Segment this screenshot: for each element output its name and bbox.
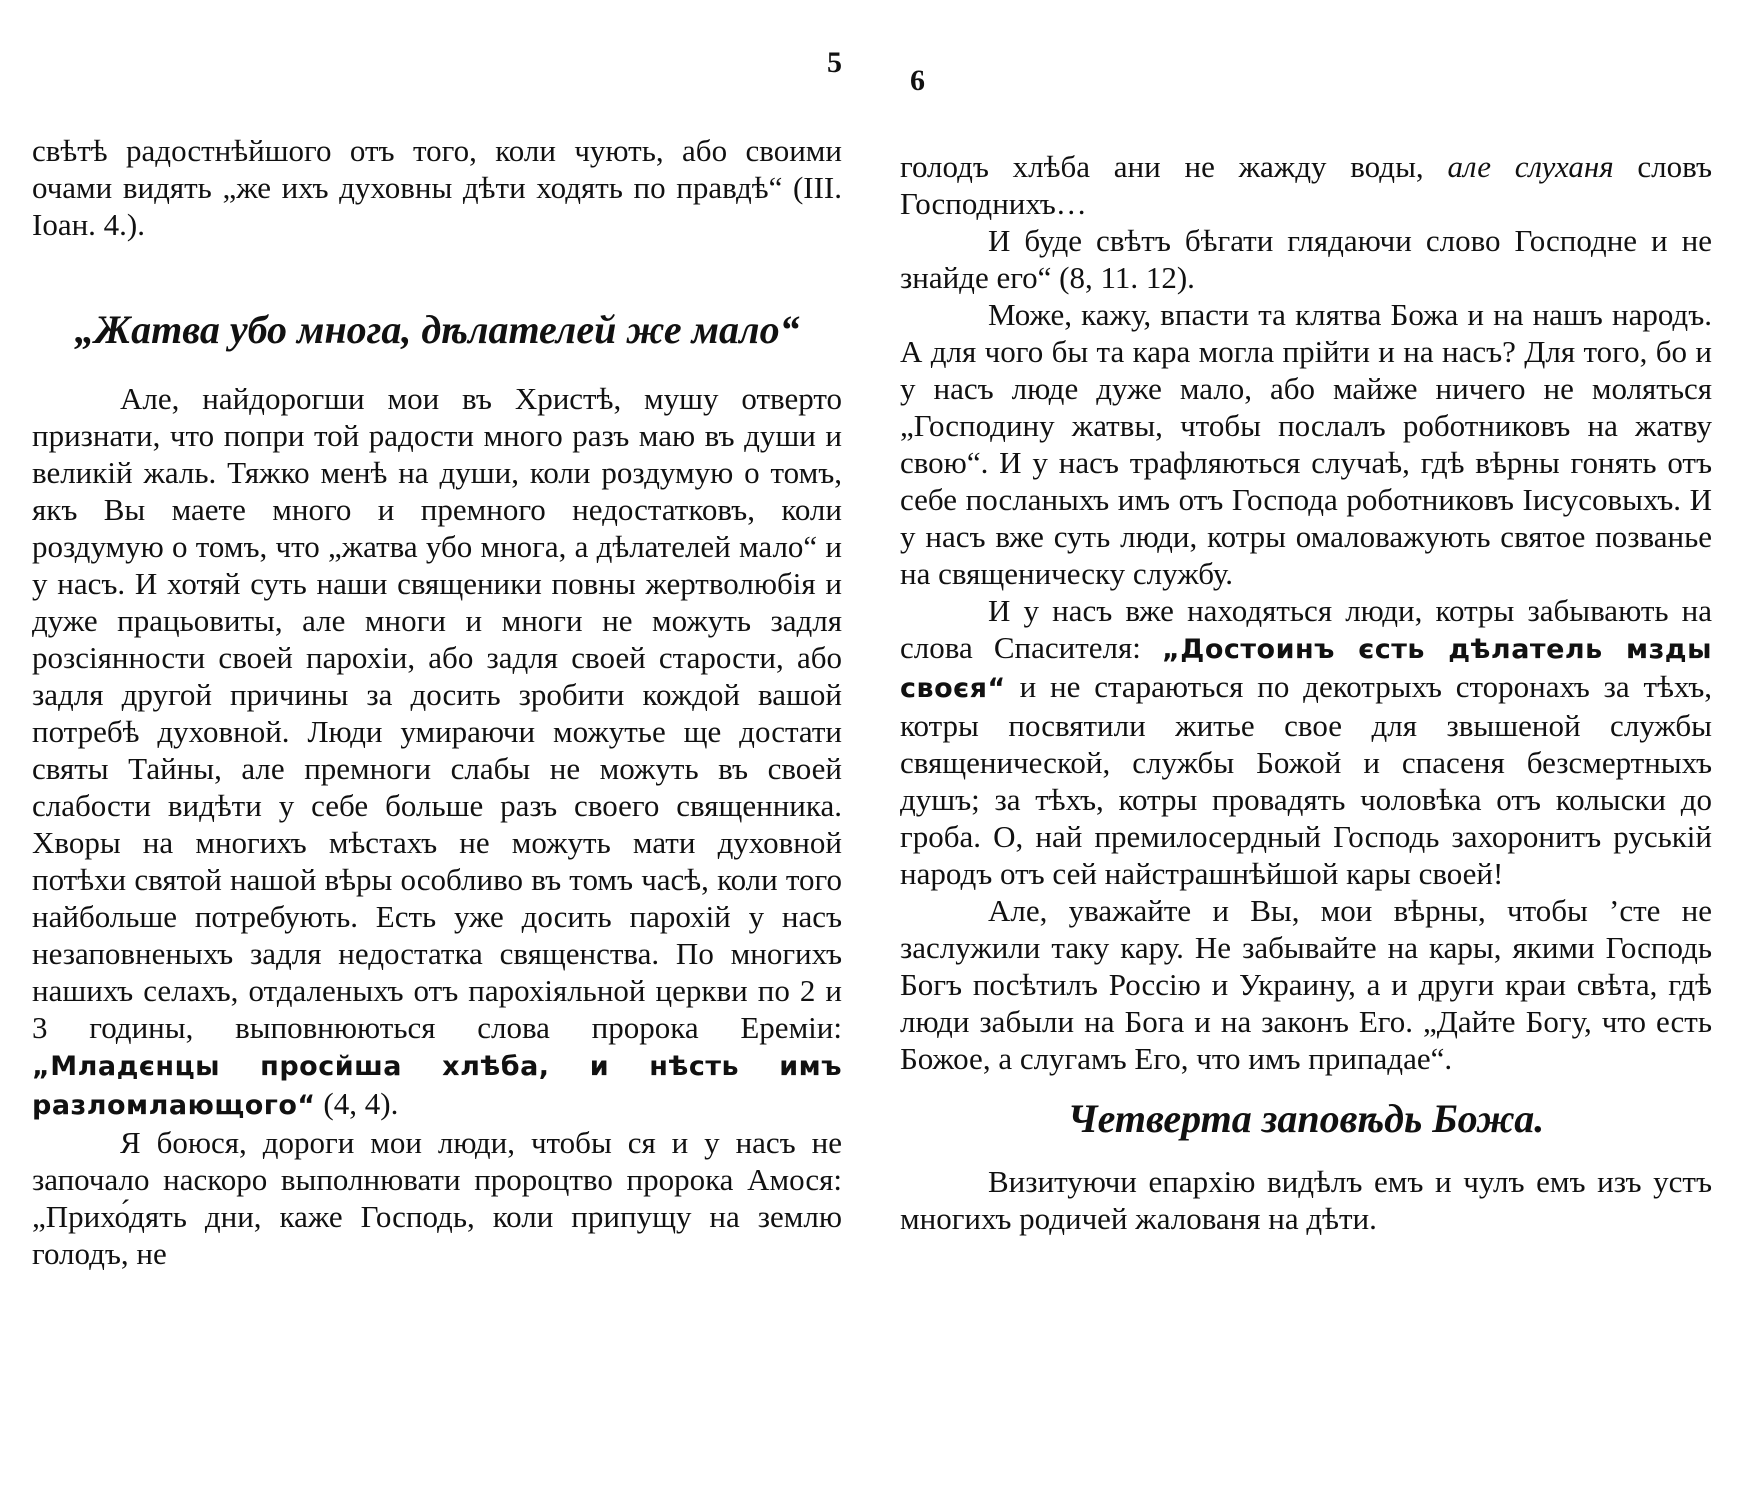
left-paragraph-2: Я боюся, дороги мои люди, чтобы ся и у насъ не започало наскоро выполнювати пророцтво пророка Амося: „Прихо́дять дни, каже Господь, коли припущу на землю голодъ, не (32, 1125, 842, 1271)
right-paragraph-4-rest: и не стараються по декотрыхъ сторонахъ за тѣхъ, котры посвятили житье свое для звышеной службы священической, службы Божой и спасеня безсмертныхъ душъ; за тѣхъ, котры провадять чоловѣка отъ колыски до гроба. О, най премилосердный Господь захоронитъ руській народъ отъ сей найстрашнѣйшой кары своей! (900, 669, 1713, 891)
right-paragraph-5: Але, уважайте и Вы, мои вѣрны, чтобы ’сте не заслужили таку кару. Не забывайте на кары, якими Господь Богъ посѣтилъ Россію и Украину, а и други краи свѣта, гдѣ люди забыли на Бога и на законъ Его. „Дайте Богу, что есть Божое, а слугамъ Его, что имъ припадае“. (900, 893, 1712, 1076)
left-page (32, 0, 842, 1500)
left-paragraph-1-text: Але, найдорогши мои въ Христѣ, мушу отверто признати, что попри той радости много разъ маю въ души и великій жаль. Тяжко менѣ на души, коли роздумую о томъ, якъ Вы маете много и премного недостатковъ, коли роздумую о томъ, что „жатва убо многа, а дѣлателей мало“ и у насъ. И хотяй суть наши священики повны жертволюбія и дуже працьовиты, але многи и многи не можуть задля розсіянности своей парохіи, або задля своей старости, або задля другой причины за досить зробити кождой вашой потребѣ духовной. Люди умираючи можутье ще достати святы Тайны, але премноги слабы не можуть въ своей слабости видѣти у себе больше разъ своего священника. Хворы на многихъ мѣстахъ не можуть мати духовной потѣхи святой нашой вѣры особливо въ томъ часѣ, коли того найбольше потребують. Есть уже досить парохій у насъ незаповненыхъ задля недостатка священства. По многихъ нашихъ селахъ, отдаленыхъ отъ парохіяльной церкви по 2 и 3 годины, выповнюються слова пророка Ереміи: (32, 381, 842, 1045)
right-paragraph-2: И буде свѣтъ бѣгати глядаючи слово Господне и не знайде его“ (8, 11. 12). (900, 223, 1712, 295)
right-paragraph-3: Може, кажу, впасти та клятва Божа и на нашъ народъ. А для чого бы та кара могла прійти и на насъ? Для того, бо и у насъ люде дуже мало, або майже ничего не моляться „Господину жатвы, чтобы послалъ роботниковъ на жатву свою“. И у насъ трафляються случаѣ, гдѣ вѣрны гонять отъ себе посланыхъ имъ отъ Господа роботниковъ Іисусовыхъ. И у насъ вже суть люди, котры омаловажують святое позванье на священическу службу. (900, 297, 1712, 591)
left-paragraph-1 (32, 380, 842, 1124)
right-paragraph-1-italic: але слуханя (1447, 149, 1614, 184)
right-paragraph-4-text: И у насъ вже находяться люди, котры забывають на слова Спасителя: (900, 593, 1712, 665)
right-paragraph-4-slavonic-quote: „Достоинъ єсть дѣлатель мзды своєя“ (900, 634, 1712, 704)
right-paragraph-6: Визитуючи епархію видѣлъ емъ и чулъ емъ изъ устъ многихъ родичей жалованя на дѣти. (900, 1164, 1712, 1236)
right-main-text (900, 148, 1712, 1237)
left-section-heading: „Жатва убо многа, дѣлателей же мало“ (74, 307, 800, 352)
right-paragraph-4 (900, 592, 1712, 892)
left-top-paragraph: свѣтѣ радостнѣйшого отъ того, коли чують, або своими очами видять „же ихъ духовны дѣти ходять по правдѣ“ (ІІІ. Іоан. 4.). (32, 133, 842, 242)
page-number-right: 6 (910, 64, 925, 97)
right-section-heading: Четверта заповѣдь Божа. (1067, 1096, 1545, 1141)
right-paragraph-1-text: голодъ хлѣба ани не жажду воды, (900, 149, 1424, 184)
left-paragraph-1-reference: (4, 4). (323, 1086, 399, 1121)
page-number-left: 5 (827, 46, 842, 79)
right-page (900, 0, 1712, 1500)
left-paragraph-1-slavonic-quote: „Младєнцы просйша хлѣба, и нѣсть имъ разломлающого“ (32, 1051, 842, 1121)
left-main-text (32, 380, 842, 1272)
right-paragraph-1-end: словъ Господнихъ… (900, 149, 1713, 221)
left-top-text (32, 132, 842, 243)
right-paragraph-1 (900, 148, 1712, 222)
